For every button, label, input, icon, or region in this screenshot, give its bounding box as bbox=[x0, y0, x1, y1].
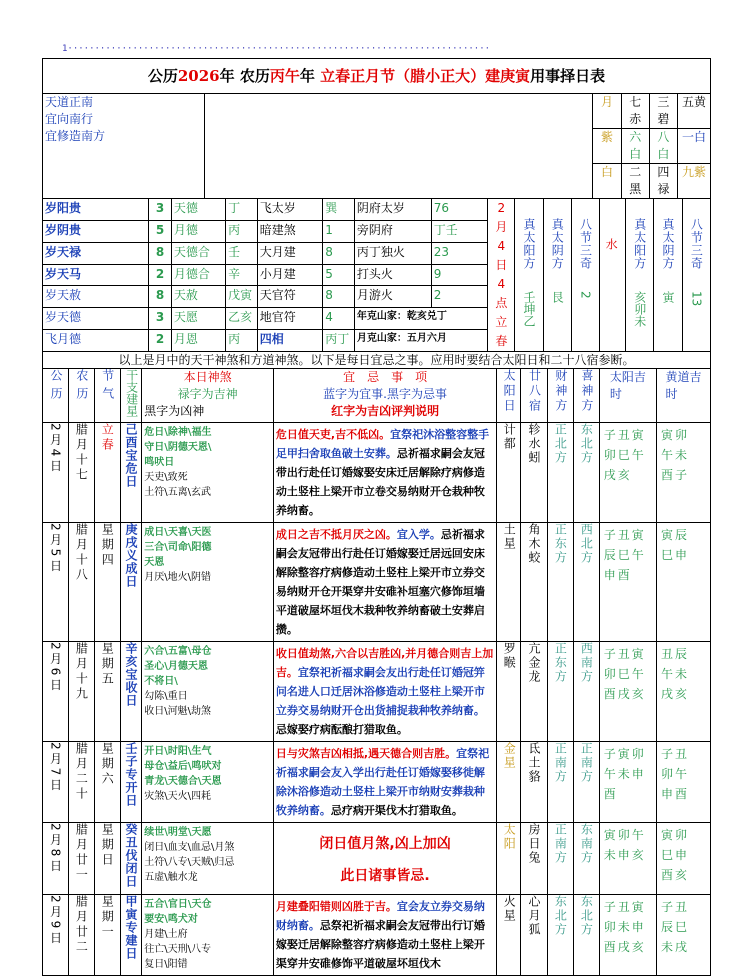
day-gongli: 2月5日 bbox=[43, 523, 69, 642]
star-cell: 七赤 bbox=[621, 94, 649, 129]
shanjia-text: 年克山家：乾亥兑丁 bbox=[354, 308, 487, 330]
year-god-name: 岁阴贵 bbox=[43, 220, 149, 242]
day-shensha bbox=[142, 523, 274, 642]
day-gongli: 2月6日 bbox=[43, 642, 69, 742]
year-god-value: 2 bbox=[149, 264, 172, 286]
day-gongli: 2月8日 bbox=[43, 823, 69, 895]
month-star-b: 紫 bbox=[593, 129, 621, 164]
header-row bbox=[43, 369, 711, 423]
shanjia-text: 月克山家：五月六月 bbox=[354, 330, 487, 352]
year-god-value: 2 bbox=[149, 330, 172, 352]
day-taiyang: 火星 bbox=[497, 895, 521, 976]
day-nongli: 腊月廿一 bbox=[68, 823, 94, 895]
star-cell: 一白 bbox=[677, 129, 710, 164]
good-god: 鸣吠日 bbox=[144, 457, 175, 468]
day-yiji bbox=[273, 523, 496, 642]
gods-table bbox=[42, 198, 711, 352]
day-xi: 东北方 bbox=[573, 423, 599, 523]
day-gongli: 2月4日 bbox=[43, 423, 69, 523]
gods-row bbox=[43, 199, 711, 221]
good-god: 续世\明堂\天愿 bbox=[144, 827, 212, 838]
year-god-name: 飞月德 bbox=[43, 330, 149, 352]
day-taiyang: 金星 bbox=[497, 742, 521, 823]
sha-dir: 4 bbox=[323, 308, 355, 330]
page-number-mark: 1·············································································· bbox=[62, 44, 491, 54]
yiji-bad: 忌祈福求嗣会友冠带出行赴任订婚嫁娶迁居远回安床解除整容疗病修造动土竖柱上梁开市立券交易纳财开仓开渠穿井安碓补垣塞穴修饰垣墙平道破屋坏垣伐木栽种牧养纳畜破土安葬启攒。 bbox=[275, 528, 485, 636]
bad-god: 复日\阳错 bbox=[144, 959, 188, 970]
day-cai: 东北方 bbox=[547, 895, 573, 976]
almanac-sheet bbox=[42, 58, 711, 976]
month-god-name: 天愿 bbox=[171, 308, 225, 330]
day-ganzhi: 甲寅专建日 bbox=[120, 895, 142, 976]
day-taiyang: 计都 bbox=[497, 423, 521, 523]
good-god: 成日\天喜\天医 bbox=[144, 527, 212, 538]
month-star-c: 白 bbox=[593, 164, 621, 199]
day-nongli: 腊月十九 bbox=[68, 642, 94, 742]
month-god-name: 天德合 bbox=[171, 242, 225, 264]
sha-dir: 5 bbox=[323, 264, 355, 286]
day-xiu: 心月狐 bbox=[521, 895, 548, 976]
day-taiyang-shi: 子寅卯午未申酉 bbox=[599, 742, 656, 823]
good-god: 开日\时阳\生气 bbox=[144, 746, 212, 757]
yiji-good: 宜祭祀沐浴整容整手足甲扫舍取鱼破土安葬。 bbox=[275, 428, 490, 460]
yiji-good: 宜会友立券交易纳财纳畜。 bbox=[275, 900, 485, 932]
fire-name: 打头火 bbox=[354, 264, 431, 286]
year-god-name: 岁天马 bbox=[43, 264, 149, 286]
direction-column: 真太阳方 亥卯未 bbox=[626, 199, 654, 352]
fire-value: 2 bbox=[431, 286, 488, 308]
star-cell: 八白 bbox=[649, 129, 677, 164]
fire-value: 丁壬 bbox=[431, 220, 488, 242]
sha-name: 地官符 bbox=[257, 308, 323, 330]
fire-name: 丙丁独火 bbox=[354, 242, 431, 264]
sha-dir: 1 bbox=[323, 220, 355, 242]
day-jieqi: 星期日 bbox=[94, 823, 120, 895]
good-god: 守日\阴德天恩\ bbox=[144, 442, 212, 453]
day-taiyang-shi: 子丑寅辰巳午申酉 bbox=[599, 523, 656, 642]
day-xi: 西南方 bbox=[573, 642, 599, 742]
header-taiyang: 太阳日 bbox=[497, 369, 521, 423]
yiji-bad: 忌祭祀祈福求嗣会友冠带出行订婚嫁娶迁居解除整容疗病修造动土竖柱上梁开渠穿井安碓修饰平道破屋坏垣伐木 bbox=[275, 919, 485, 970]
day-row bbox=[43, 523, 711, 642]
day-taiyang: 罗睺 bbox=[497, 642, 521, 742]
year-god-value: 3 bbox=[149, 199, 172, 221]
month-god-ganzhi: 辛 bbox=[226, 264, 258, 286]
day-cai: 正东方 bbox=[547, 642, 573, 742]
good-god: 六合\五富\母仓 bbox=[144, 646, 212, 657]
month-god-name: 月德 bbox=[171, 220, 225, 242]
bad-god: 收日\河魁\劫煞 bbox=[144, 706, 211, 717]
yiji-bad: 忌嫁娶疗病酝酿打猎取鱼。 bbox=[275, 723, 408, 736]
bad-god: 闭日\血支\血忌\月煞 bbox=[144, 842, 235, 853]
day-ganzhi: 癸丑伐闭日 bbox=[120, 823, 142, 895]
good-god: 危日\除神\福生 bbox=[144, 427, 212, 438]
year-god-value: 3 bbox=[149, 308, 172, 330]
good-god: 要安\鸣犬对 bbox=[144, 914, 198, 925]
direction-column: 八节三奇 13 bbox=[682, 199, 710, 352]
fire-name: 阴府太岁 bbox=[354, 199, 431, 221]
day-jieqi: 星期五 bbox=[94, 642, 120, 742]
star-cell: 九紫 bbox=[677, 164, 710, 199]
day-shensha bbox=[142, 642, 274, 742]
month-god-ganzhi: 戊寅 bbox=[226, 286, 258, 308]
sky-blank bbox=[204, 94, 592, 199]
star-cell: 三碧 bbox=[649, 94, 677, 129]
fire-value: 23 bbox=[431, 242, 488, 264]
day-cai: 正北方 bbox=[547, 423, 573, 523]
note-table bbox=[42, 351, 711, 369]
day-taiyang-shi: 子丑寅卯未申酉戌亥 bbox=[599, 895, 656, 976]
day-taiyang: 土星 bbox=[497, 523, 521, 642]
year-god-value: 8 bbox=[149, 242, 172, 264]
day-xiu: 亢金龙 bbox=[521, 642, 548, 742]
year-god-name: 岁天赦 bbox=[43, 286, 149, 308]
day-yiji bbox=[273, 823, 496, 895]
day-taiyang: 太阳 bbox=[497, 823, 521, 895]
day-huangdao: 丑辰午未戌亥 bbox=[656, 642, 710, 742]
header-gongli: 公历 bbox=[43, 369, 69, 423]
day-shensha bbox=[142, 742, 274, 823]
sha-name: 天官符 bbox=[257, 286, 323, 308]
day-cai: 正南方 bbox=[547, 742, 573, 823]
day-taiyang-shi: 寅卯午未申亥 bbox=[599, 823, 656, 895]
day-huangdao: 寅卯巳申酉亥 bbox=[656, 823, 710, 895]
year-god-name: 岁天德 bbox=[43, 308, 149, 330]
day-shensha bbox=[142, 823, 274, 895]
bad-god: 五虚\触水龙 bbox=[144, 872, 198, 883]
bad-god: 天吏\致死 bbox=[144, 472, 188, 483]
year-god-value: 5 bbox=[149, 220, 172, 242]
yiji-verdict: 日与灾煞吉凶相抵,遇天德合则吉胜。 bbox=[275, 747, 457, 760]
day-gongli: 2月9日 bbox=[43, 895, 69, 976]
fire-value: 76 bbox=[431, 199, 488, 221]
jieqi-time: 2 月 4 日 4 点 立 春 bbox=[488, 199, 515, 352]
day-gongli: 2月7日 bbox=[43, 742, 69, 823]
day-row bbox=[43, 895, 711, 976]
day-row bbox=[43, 423, 711, 523]
good-god: 三合\司命\阳德 bbox=[144, 542, 212, 553]
day-yiji bbox=[273, 642, 496, 742]
day-cai: 正南方 bbox=[547, 823, 573, 895]
sha-name: 大月建 bbox=[257, 242, 323, 264]
direction-column: 水 bbox=[600, 199, 626, 352]
direction-column: 八节三奇 2 bbox=[571, 199, 599, 352]
day-ganzhi: 庚戌义成日 bbox=[120, 523, 142, 642]
day-nongli: 腊月十七 bbox=[68, 423, 94, 523]
day-yiji bbox=[273, 423, 496, 523]
good-god: 五合\官日\天仓 bbox=[144, 899, 212, 910]
star-cell: 四禄 bbox=[649, 164, 677, 199]
day-ganzhi: 壬子专开日 bbox=[120, 742, 142, 823]
header-yiji: 宜 忌 事 项 蓝字为宜事.黑字为忌事 红字为吉凶评判说明 bbox=[273, 369, 496, 423]
year-god-name: 岁阳贵 bbox=[43, 199, 149, 221]
year-god-name: 岁天禄 bbox=[43, 242, 149, 264]
month-god-ganzhi: 丙 bbox=[226, 220, 258, 242]
fire-name: 旁阴府 bbox=[354, 220, 431, 242]
header-taiyang-shi: 太阳吉时 bbox=[599, 369, 656, 423]
yiji-verdict: 危日值天吏,吉不低凶。 bbox=[275, 428, 391, 441]
header-huangdao: 黄道吉时 bbox=[656, 369, 710, 423]
day-row bbox=[43, 742, 711, 823]
yiji-verdict: 月建叠阳错则凶胜于吉。 bbox=[275, 900, 397, 913]
day-huangdao: 寅辰巳申 bbox=[656, 523, 710, 642]
day-huangdao: 子丑卯午申酉 bbox=[656, 742, 710, 823]
month-star-a: 月 bbox=[593, 94, 621, 129]
yiji-good: 宜祭祀祈福求嗣会友入学出行赴任订婚嫁娶移徙解除沐浴修造动土竖柱上梁开市纳财安葬栽种牧养纳畜。 bbox=[275, 747, 490, 817]
yiji-good: 宜入学。 bbox=[396, 528, 441, 541]
month-god-ganzhi: 乙亥 bbox=[226, 308, 258, 330]
day-jieqi: 星期六 bbox=[94, 742, 120, 823]
sha-dir: 8 bbox=[323, 242, 355, 264]
day-row bbox=[43, 642, 711, 742]
header-jieqi: 节气 bbox=[94, 369, 120, 423]
month-god-ganzhi: 壬 bbox=[226, 242, 258, 264]
page-title: 公历2026年 农历丙午年 立春正月节（腊小正大）建庚寅用事择日表 bbox=[43, 59, 711, 94]
header-nongli: 农历 bbox=[68, 369, 94, 423]
day-taiyang-shi: 子丑寅卯巳午戌亥 bbox=[599, 423, 656, 523]
day-xiu: 角木蛟 bbox=[521, 523, 548, 642]
day-jieqi: 星期一 bbox=[94, 895, 120, 976]
direction-column: 真太阴方 寅 bbox=[654, 199, 682, 352]
day-yiji bbox=[273, 895, 496, 976]
header-ganzhi: 干支建星 bbox=[120, 369, 142, 423]
month-god-ganzhi: 丙 bbox=[226, 330, 258, 352]
bad-god: 月厌\地火\阴错 bbox=[144, 572, 211, 583]
day-row bbox=[43, 823, 711, 895]
star-cell: 二黑 bbox=[621, 164, 649, 199]
bad-god: 往亡\天刑\八专 bbox=[144, 944, 211, 955]
day-table bbox=[42, 368, 711, 976]
header-xiu: 廿八宿 bbox=[521, 369, 548, 423]
day-nongli: 腊月二十 bbox=[68, 742, 94, 823]
good-god: 天恩 bbox=[144, 557, 165, 568]
month-god-ganzhi: 丁 bbox=[226, 199, 258, 221]
sha-name: 小月建 bbox=[257, 264, 323, 286]
day-cai: 正东方 bbox=[547, 523, 573, 642]
day-yiji bbox=[273, 742, 496, 823]
direction-column: 真太阴方 艮 bbox=[543, 199, 571, 352]
month-god-name: 月恩 bbox=[171, 330, 225, 352]
direction-column: 真太阳方 壬坤乙 bbox=[515, 199, 543, 352]
day-huangdao: 子丑辰巳未戌 bbox=[656, 895, 710, 976]
yiji-verdict: 闭日值月煞,凶上加凶 bbox=[319, 836, 451, 852]
sha-name: 四相 bbox=[257, 330, 323, 352]
yiji-verdict: 收日值劫煞,六合以吉胜凶,并月德合则吉上加吉。 bbox=[275, 647, 494, 679]
almanac-table bbox=[42, 58, 711, 199]
day-xi: 东南方 bbox=[573, 823, 599, 895]
day-jieqi: 星期四 bbox=[94, 523, 120, 642]
yiji-verdict-2: 此日诸事皆忌. bbox=[340, 868, 430, 884]
bad-god: 土符\八专\天贼\归忌 bbox=[144, 857, 235, 868]
day-ganzhi: 辛亥宝收日 bbox=[120, 642, 142, 742]
month-god-name: 天赦 bbox=[171, 286, 225, 308]
month-god-name: 天德 bbox=[171, 199, 225, 221]
sha-name: 飞太岁 bbox=[257, 199, 323, 221]
bad-god: 月建\土府 bbox=[144, 929, 188, 940]
day-xiu: 房日兔 bbox=[521, 823, 548, 895]
day-nongli: 腊月廿二 bbox=[68, 895, 94, 976]
year-god-value: 8 bbox=[149, 286, 172, 308]
good-god: 不将日\ bbox=[144, 676, 178, 687]
good-god: 青龙\天德合\天恩 bbox=[144, 776, 222, 787]
sha-dir: 丙丁 bbox=[323, 330, 355, 352]
day-xiu: 氐土貉 bbox=[521, 742, 548, 823]
yiji-bad: 忌祈福求嗣会友冠带出行赴任订婚嫁娶安床迁居解除疗病修造动土竖柱上梁开市立卷交易纳财开仓栽种牧养纳畜。 bbox=[275, 447, 485, 517]
good-god: 母仓\益后\鸣吠对 bbox=[144, 761, 222, 772]
sha-dir: 8 bbox=[323, 286, 355, 308]
day-taiyang-shi: 子丑寅卯巳午酉戌亥 bbox=[599, 642, 656, 742]
sky-direction: 天道正南 宜向南行 宜修造南方 bbox=[43, 94, 205, 199]
day-nongli: 腊月十八 bbox=[68, 523, 94, 642]
bad-god: 灾煞\天火\四耗 bbox=[144, 791, 211, 802]
yiji-good: 宜祭祀祈福求嗣会友出行赴任订婚冠笄问名进人口迁居沐浴修造动土竖柱上梁开市立券交易纳财开仓出货捕捉栽种牧养纳畜。 bbox=[275, 666, 485, 717]
day-ganzhi: 己酉宝危日 bbox=[120, 423, 142, 523]
fire-name: 月游火 bbox=[354, 286, 431, 308]
star-cell: 五黄 bbox=[677, 94, 710, 129]
good-god: 圣心\月德天恩 bbox=[144, 661, 208, 672]
day-jieqi: 立春 bbox=[94, 423, 120, 523]
note-text: 以上是月中的天干神煞和方道神煞。以下是每日宜忌之事。应用时要结合太阳日和二十八宿参断。 bbox=[43, 352, 711, 369]
star-cell: 六白 bbox=[621, 129, 649, 164]
day-huangdao: 寅卯午未酉子 bbox=[656, 423, 710, 523]
day-shensha bbox=[142, 423, 274, 523]
day-shensha bbox=[142, 895, 274, 976]
day-xi: 西北方 bbox=[573, 523, 599, 642]
sha-dir: 巽 bbox=[323, 199, 355, 221]
month-god-name: 月德合 bbox=[171, 264, 225, 286]
yiji-bad: 忌疗病开渠伐木打猎取鱼。 bbox=[330, 804, 463, 817]
sha-name: 暗建煞 bbox=[257, 220, 323, 242]
header-xi: 喜神方 bbox=[573, 369, 599, 423]
fire-value: 9 bbox=[431, 264, 488, 286]
yiji-verdict: 成日之吉不抵月厌之凶。 bbox=[275, 528, 397, 541]
bad-god: 土符\五离\玄武 bbox=[144, 487, 211, 498]
bad-god: 勾陈\重日 bbox=[144, 691, 188, 702]
day-xiu: 轸水蚓 bbox=[521, 423, 548, 523]
day-xi: 东北方 bbox=[573, 895, 599, 976]
day-xi: 正南方 bbox=[573, 742, 599, 823]
header-cai: 财神方 bbox=[547, 369, 573, 423]
header-shensha: 本日神煞 禄字为吉神 黑字为凶神 bbox=[142, 369, 274, 423]
